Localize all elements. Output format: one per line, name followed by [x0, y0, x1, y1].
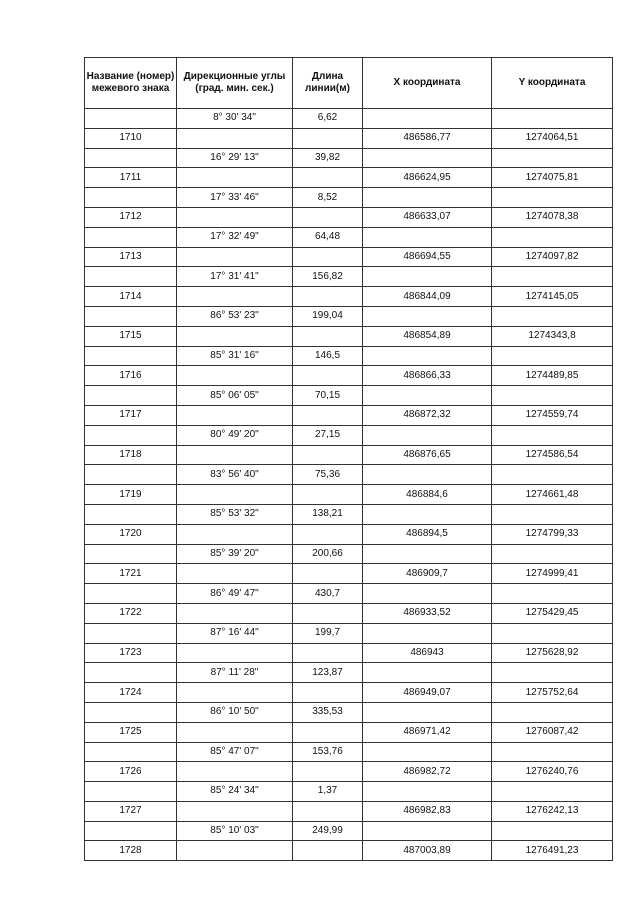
cell-line-length: 430,7 — [293, 584, 363, 604]
cell-line-length — [293, 366, 363, 386]
table-row-point — [85, 287, 613, 307]
cell-direction-angle: 86° 53' 23" — [177, 306, 293, 326]
cell-x-coordinate — [363, 148, 492, 168]
cell-y-coordinate — [492, 109, 613, 129]
cell-line-length: 153,76 — [293, 742, 363, 762]
cell-x-coordinate: 486844,09 — [363, 287, 492, 307]
cell-x-coordinate: 486971,42 — [363, 722, 492, 742]
table-row-segment — [85, 821, 613, 841]
cell-y-coordinate: 1274078,38 — [492, 207, 613, 227]
cell-direction-angle — [177, 445, 293, 465]
cell-direction-angle — [177, 207, 293, 227]
cell-x-coordinate — [363, 584, 492, 604]
cell-mark-name: 1718 — [85, 445, 177, 465]
cell-line-length: 156,82 — [293, 267, 363, 287]
cell-mark-name: 1720 — [85, 524, 177, 544]
cell-y-coordinate — [492, 465, 613, 485]
cell-x-coordinate — [363, 346, 492, 366]
cell-y-coordinate — [492, 386, 613, 406]
cell-y-coordinate — [492, 821, 613, 841]
cell-x-coordinate: 486982,83 — [363, 801, 492, 821]
cell-direction-angle — [177, 405, 293, 425]
table-row-segment — [85, 584, 613, 604]
table-row-point — [85, 366, 613, 386]
cell-direction-angle: 85° 47' 07" — [177, 742, 293, 762]
cell-line-length — [293, 683, 363, 703]
cell-mark-name: 1727 — [85, 801, 177, 821]
cell-y-coordinate: 1274586,54 — [492, 445, 613, 465]
cell-x-coordinate — [363, 782, 492, 802]
cell-direction-angle — [177, 326, 293, 346]
table-row-segment — [85, 386, 613, 406]
cell-mark-name — [85, 148, 177, 168]
cell-x-coordinate — [363, 267, 492, 287]
cell-direction-angle: 85° 06' 05" — [177, 386, 293, 406]
cell-mark-name: 1711 — [85, 168, 177, 188]
cell-mark-name — [85, 346, 177, 366]
cell-y-coordinate: 1275429,45 — [492, 603, 613, 623]
cell-mark-name — [85, 188, 177, 208]
table-row-segment — [85, 148, 613, 168]
cell-x-coordinate: 486909,7 — [363, 564, 492, 584]
cell-mark-name — [85, 623, 177, 643]
cell-direction-angle — [177, 841, 293, 861]
cell-direction-angle: 80° 49' 20" — [177, 425, 293, 445]
cell-y-coordinate — [492, 504, 613, 524]
cell-y-coordinate: 1276087,42 — [492, 722, 613, 742]
cell-mark-name — [85, 267, 177, 287]
cell-x-coordinate: 487003,89 — [363, 841, 492, 861]
cell-y-coordinate — [492, 782, 613, 802]
table-row-segment — [85, 109, 613, 129]
cell-line-length: 64,48 — [293, 227, 363, 247]
cell-y-coordinate: 1274343,8 — [492, 326, 613, 346]
cell-line-length — [293, 722, 363, 742]
cell-x-coordinate: 486933,52 — [363, 603, 492, 623]
cell-line-length: 138,21 — [293, 504, 363, 524]
cell-y-coordinate: 1274145,05 — [492, 287, 613, 307]
cell-direction-angle — [177, 603, 293, 623]
cell-mark-name: 1719 — [85, 485, 177, 505]
cell-y-coordinate — [492, 663, 613, 683]
cell-line-length: 249,99 — [293, 821, 363, 841]
table-body — [85, 109, 613, 861]
cell-x-coordinate: 486633,07 — [363, 207, 492, 227]
header-direction-angle: Дирекционные углы (град. мин. сек.) — [177, 58, 293, 109]
table-row-point — [85, 762, 613, 782]
cell-mark-name — [85, 465, 177, 485]
cell-line-length: 39,82 — [293, 148, 363, 168]
cell-direction-angle: 83° 56' 40" — [177, 465, 293, 485]
cell-line-length: 199,7 — [293, 623, 363, 643]
cell-mark-name — [85, 504, 177, 524]
cell-mark-name: 1716 — [85, 366, 177, 386]
cell-direction-angle: 85° 53' 32" — [177, 504, 293, 524]
cell-y-coordinate — [492, 267, 613, 287]
cell-line-length: 8,52 — [293, 188, 363, 208]
table-row-point — [85, 564, 613, 584]
cell-line-length — [293, 841, 363, 861]
cell-mark-name: 1721 — [85, 564, 177, 584]
cell-y-coordinate — [492, 148, 613, 168]
cell-direction-angle — [177, 524, 293, 544]
cell-direction-angle — [177, 643, 293, 663]
cell-line-length: 335,53 — [293, 702, 363, 722]
cell-direction-angle: 8° 30' 34" — [177, 109, 293, 129]
cell-y-coordinate: 1275628,92 — [492, 643, 613, 663]
table-row-segment — [85, 346, 613, 366]
cell-x-coordinate: 486884,6 — [363, 485, 492, 505]
table-row-segment — [85, 742, 613, 762]
cell-x-coordinate: 486854,89 — [363, 326, 492, 346]
cell-mark-name — [85, 386, 177, 406]
cell-y-coordinate: 1274559,74 — [492, 405, 613, 425]
cell-mark-name: 1715 — [85, 326, 177, 346]
cell-line-length: 6,62 — [293, 109, 363, 129]
cell-direction-angle: 17° 32' 49" — [177, 227, 293, 247]
cell-direction-angle: 17° 31' 41" — [177, 267, 293, 287]
cell-mark-name — [85, 821, 177, 841]
cell-x-coordinate — [363, 504, 492, 524]
cell-y-coordinate — [492, 544, 613, 564]
cell-direction-angle — [177, 801, 293, 821]
cell-direction-angle: 85° 10' 03" — [177, 821, 293, 841]
cell-y-coordinate: 1274097,82 — [492, 247, 613, 267]
cell-direction-angle — [177, 762, 293, 782]
table-row-segment — [85, 504, 613, 524]
table-row-point — [85, 643, 613, 663]
cell-line-length — [293, 524, 363, 544]
cell-mark-name: 1725 — [85, 722, 177, 742]
cell-line-length: 200,66 — [293, 544, 363, 564]
cell-y-coordinate — [492, 584, 613, 604]
table-row-point — [85, 485, 613, 505]
cell-y-coordinate — [492, 306, 613, 326]
cell-line-length — [293, 603, 363, 623]
cell-y-coordinate: 1274799,33 — [492, 524, 613, 544]
cell-direction-angle — [177, 366, 293, 386]
cell-line-length: 146,5 — [293, 346, 363, 366]
cell-line-length — [293, 405, 363, 425]
cell-mark-name — [85, 702, 177, 722]
cell-y-coordinate: 1274999,41 — [492, 564, 613, 584]
cell-x-coordinate: 486876,65 — [363, 445, 492, 465]
cell-line-length — [293, 326, 363, 346]
cell-mark-name: 1712 — [85, 207, 177, 227]
cell-mark-name: 1722 — [85, 603, 177, 623]
cell-direction-angle: 85° 31' 16" — [177, 346, 293, 366]
cell-direction-angle — [177, 287, 293, 307]
cell-mark-name: 1717 — [85, 405, 177, 425]
cell-direction-angle: 85° 39' 20" — [177, 544, 293, 564]
cell-direction-angle: 87° 16' 44" — [177, 623, 293, 643]
cell-x-coordinate: 486894,5 — [363, 524, 492, 544]
table-row-point — [85, 405, 613, 425]
table-row-segment — [85, 425, 613, 445]
cell-direction-angle — [177, 168, 293, 188]
cell-mark-name — [85, 663, 177, 683]
table-row-segment — [85, 306, 613, 326]
table-row-point — [85, 247, 613, 267]
table-row-point — [85, 683, 613, 703]
table-row-point — [85, 801, 613, 821]
cell-x-coordinate: 486586,77 — [363, 128, 492, 148]
header-y-coordinate: Y координата — [492, 58, 613, 109]
cell-x-coordinate — [363, 702, 492, 722]
cell-line-length: 75,36 — [293, 465, 363, 485]
cell-line-length — [293, 445, 363, 465]
table-row-segment — [85, 267, 613, 287]
cell-line-length — [293, 287, 363, 307]
boundary-marks-table-container — [84, 57, 613, 861]
cell-mark-name — [85, 227, 177, 247]
cell-line-length: 70,15 — [293, 386, 363, 406]
cell-line-length: 123,87 — [293, 663, 363, 683]
cell-y-coordinate: 1276242,13 — [492, 801, 613, 821]
cell-direction-angle: 87° 11' 28" — [177, 663, 293, 683]
cell-mark-name — [85, 544, 177, 564]
cell-x-coordinate — [363, 821, 492, 841]
cell-direction-angle: 16° 29' 13" — [177, 148, 293, 168]
header-mark-name: Название (номер) межевого знака — [85, 58, 177, 109]
cell-line-length — [293, 762, 363, 782]
cell-x-coordinate — [363, 623, 492, 643]
cell-mark-name — [85, 306, 177, 326]
cell-line-length — [293, 168, 363, 188]
cell-mark-name: 1726 — [85, 762, 177, 782]
cell-x-coordinate — [363, 109, 492, 129]
table-row-segment — [85, 782, 613, 802]
table-row-segment — [85, 227, 613, 247]
cell-y-coordinate: 1276240,76 — [492, 762, 613, 782]
cell-mark-name: 1723 — [85, 643, 177, 663]
cell-direction-angle — [177, 722, 293, 742]
boundary-marks-table — [84, 57, 613, 861]
cell-direction-angle: 86° 10' 50" — [177, 702, 293, 722]
cell-direction-angle — [177, 247, 293, 267]
cell-mark-name — [85, 782, 177, 802]
cell-line-length: 1,37 — [293, 782, 363, 802]
cell-y-coordinate: 1274064,51 — [492, 128, 613, 148]
cell-line-length: 199,04 — [293, 306, 363, 326]
header-x-coordinate: X координата — [363, 58, 492, 109]
cell-x-coordinate — [363, 544, 492, 564]
cell-line-length — [293, 564, 363, 584]
table-row-point — [85, 128, 613, 148]
table-row-point — [85, 207, 613, 227]
cell-y-coordinate: 1274075,81 — [492, 168, 613, 188]
cell-x-coordinate — [363, 306, 492, 326]
cell-y-coordinate — [492, 742, 613, 762]
cell-mark-name — [85, 109, 177, 129]
table-row-segment — [85, 663, 613, 683]
cell-x-coordinate — [363, 386, 492, 406]
table-row-segment — [85, 623, 613, 643]
cell-y-coordinate: 1275752,64 — [492, 683, 613, 703]
cell-mark-name: 1714 — [85, 287, 177, 307]
cell-x-coordinate: 486866,33 — [363, 366, 492, 386]
cell-x-coordinate — [363, 465, 492, 485]
cell-x-coordinate — [363, 663, 492, 683]
cell-x-coordinate — [363, 425, 492, 445]
cell-y-coordinate — [492, 227, 613, 247]
cell-y-coordinate — [492, 188, 613, 208]
cell-y-coordinate — [492, 702, 613, 722]
cell-x-coordinate — [363, 742, 492, 762]
table-header-row — [85, 58, 613, 109]
cell-x-coordinate: 486943 — [363, 643, 492, 663]
cell-line-length — [293, 801, 363, 821]
cell-line-length — [293, 643, 363, 663]
table-row-segment — [85, 465, 613, 485]
cell-mark-name — [85, 425, 177, 445]
cell-line-length: 27,15 — [293, 425, 363, 445]
cell-line-length — [293, 128, 363, 148]
cell-mark-name: 1728 — [85, 841, 177, 861]
cell-direction-angle — [177, 683, 293, 703]
cell-x-coordinate: 486982,72 — [363, 762, 492, 782]
table-row-segment — [85, 188, 613, 208]
cell-direction-angle — [177, 564, 293, 584]
cell-mark-name — [85, 742, 177, 762]
table-row-point — [85, 524, 613, 544]
cell-line-length — [293, 247, 363, 267]
cell-x-coordinate — [363, 227, 492, 247]
cell-x-coordinate: 486872,32 — [363, 405, 492, 425]
cell-line-length — [293, 207, 363, 227]
cell-x-coordinate: 486949,07 — [363, 683, 492, 703]
cell-direction-angle: 86° 49' 47" — [177, 584, 293, 604]
cell-x-coordinate: 486694,55 — [363, 247, 492, 267]
cell-mark-name: 1724 — [85, 683, 177, 703]
table-row-point — [85, 326, 613, 346]
cell-direction-angle — [177, 128, 293, 148]
cell-y-coordinate: 1274661,48 — [492, 485, 613, 505]
cell-direction-angle: 85° 24' 34" — [177, 782, 293, 802]
table-row-point — [85, 445, 613, 465]
cell-x-coordinate: 486624,95 — [363, 168, 492, 188]
cell-mark-name: 1710 — [85, 128, 177, 148]
cell-y-coordinate: 1274489,85 — [492, 366, 613, 386]
cell-x-coordinate — [363, 188, 492, 208]
cell-mark-name: 1713 — [85, 247, 177, 267]
table-row-segment — [85, 702, 613, 722]
table-row-point — [85, 168, 613, 188]
table-row-point — [85, 603, 613, 623]
cell-line-length — [293, 485, 363, 505]
cell-mark-name — [85, 584, 177, 604]
cell-y-coordinate: 1276491,23 — [492, 841, 613, 861]
cell-direction-angle: 17° 33' 46" — [177, 188, 293, 208]
table-row-segment — [85, 544, 613, 564]
cell-direction-angle — [177, 485, 293, 505]
cell-y-coordinate — [492, 346, 613, 366]
cell-y-coordinate — [492, 623, 613, 643]
header-line-length: Длина линии(м) — [293, 58, 363, 109]
faint-stamp-mark — [476, 852, 612, 866]
table-row-point — [85, 722, 613, 742]
cell-y-coordinate — [492, 425, 613, 445]
